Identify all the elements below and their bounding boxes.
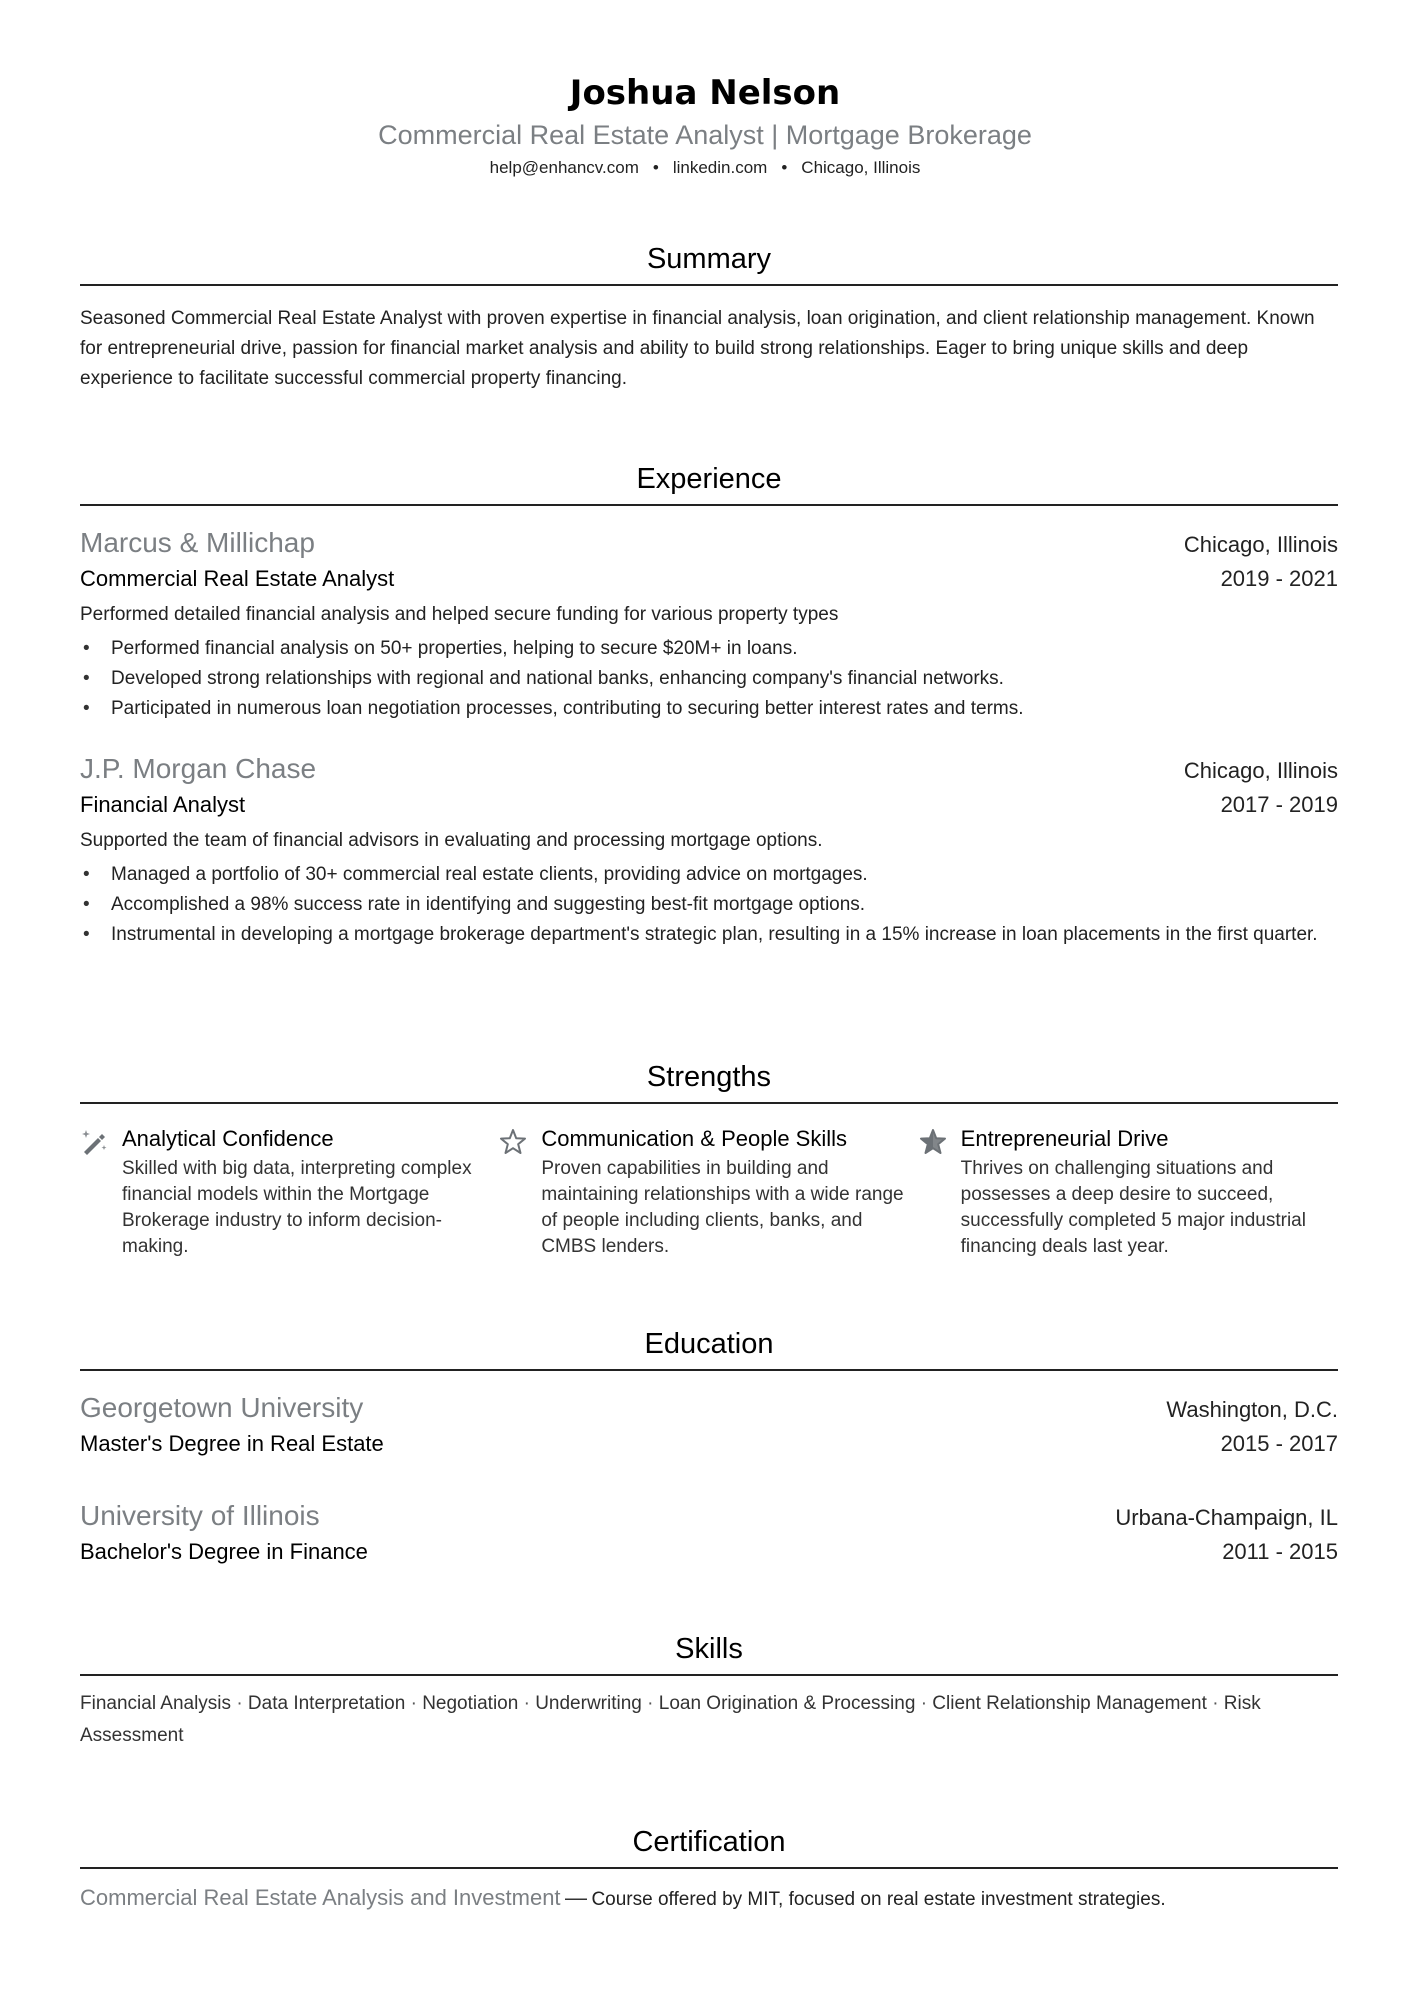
experience-dates: 2019 - 2021 — [1220, 566, 1338, 591]
education-location: Washington, D.C. — [1166, 1397, 1338, 1422]
experience-description: Performed detailed financial analysis and helped secure funding for various property types — [80, 604, 839, 625]
skill-separator: · — [647, 1693, 654, 1714]
experience-bullets — [80, 860, 1338, 950]
certification-name: Commercial Real Estate Analysis and Investment — [80, 1885, 561, 1910]
strength-description: Skilled with big data, interpreting complex financial models within the Mortgage Brokerage industry to inform decision-making. — [122, 1158, 472, 1257]
candidate-name: Joshua Nelson — [569, 73, 841, 113]
contact-separator: • — [781, 158, 788, 177]
experience-bullet: • Performed financial analysis on 50+ properties, helping to secure $20M+ in loans. — [80, 634, 1338, 664]
skill-item: Client Relationship Management — [932, 1693, 1207, 1714]
skill-item: Underwriting — [535, 1693, 642, 1714]
experience-description: Supported the team of financial advisors in evaluating and processing mortgage options. — [80, 830, 823, 851]
education-entry — [80, 1497, 1338, 1569]
experience-bullet: • Developed strong relationships with regional and national banks, enhancing company's financial networks. — [80, 664, 1338, 694]
skill-item: Risk Assessment — [80, 1693, 1261, 1746]
experience-bullets — [80, 634, 1338, 724]
education-school: University of Illinois — [80, 1500, 320, 1531]
experience-heading: Experience — [80, 460, 1338, 506]
skill-separator: · — [410, 1693, 417, 1714]
strength-title: Entrepreneurial Drive — [960, 1126, 1169, 1151]
strength-description: Proven capabilities in building and maintaining relationships with a wide range of people including clients, banks, and CMBS lenders. — [541, 1158, 904, 1257]
certification-entry — [80, 1885, 1338, 1911]
strength-item — [80, 1124, 499, 1260]
education-dates: 2011 - 2015 — [1222, 1539, 1338, 1564]
experience-section — [80, 460, 1338, 950]
skill-item: Financial Analysis — [80, 1693, 232, 1714]
skill-separator: · — [236, 1693, 243, 1714]
strength-title: Analytical Confidence — [122, 1126, 334, 1151]
summary-section — [80, 240, 1338, 394]
strengths-section — [80, 1058, 1338, 1260]
experience-entry — [80, 524, 1338, 724]
education-degree: Bachelor's Degree in Finance — [80, 1539, 368, 1564]
skills-list — [80, 1688, 1338, 1752]
contact-location: Chicago, Illinois — [801, 158, 921, 177]
experience-location: Chicago, Illinois — [1183, 532, 1338, 557]
experience-company: J.P. Morgan Chase — [80, 753, 317, 784]
contact-linkedin[interactable]: linkedin.com — [672, 158, 768, 177]
certification-section — [80, 1823, 1338, 1911]
experience-entry — [80, 750, 1338, 950]
star-half-icon — [919, 1124, 961, 1260]
experience-role: Financial Analyst — [80, 792, 246, 817]
strength-item — [919, 1124, 1338, 1260]
resume-header — [0, 0, 1410, 180]
education-heading: Education — [80, 1325, 1338, 1371]
skill-item: Loan Origination & Processing — [658, 1693, 916, 1714]
experience-bullet: • Instrumental in developing a mortgage brokerage department's strategic plan, resulting in a 15% increase in loan placements in the first quarter. — [80, 920, 1338, 950]
certification-dash: — — [565, 1885, 587, 1910]
experience-bullet: • Managed a portfolio of 30+ commercial real estate clients, providing advice on mortgages. — [80, 860, 1338, 890]
skill-separator: · — [920, 1693, 928, 1714]
strength-description: Thrives on challenging situations and possesses a deep desire to succeed, successfully completed 5 major industrial financing deals last year. — [960, 1158, 1306, 1257]
experience-bullet: • Participated in numerous loan negotiation processes, contributing to securing better interest rates and terms. — [80, 694, 1338, 724]
experience-dates: 2017 - 2019 — [1220, 792, 1338, 817]
summary-text: Seasoned Commercial Real Estate Analyst with proven expertise in financial analysis, loan origination, and client relationship management. Known for entrepreneurial drive, passion for financial market analysis and ability to build strong relationships. Eager to bring unique skills and deep experience to facilitate successful commercial property financing. — [80, 308, 1315, 389]
strength-title: Communication & People Skills — [541, 1126, 848, 1151]
magic-wand-icon — [80, 1124, 122, 1260]
experience-company: Marcus & Millichap — [80, 527, 315, 558]
star-outline-icon — [499, 1124, 541, 1260]
education-entry — [80, 1389, 1338, 1461]
strengths-heading: Strengths — [80, 1058, 1338, 1104]
strength-item — [499, 1124, 918, 1260]
contact-separator: • — [652, 158, 659, 177]
education-location: Urbana-Champaign, IL — [1115, 1505, 1338, 1530]
experience-bullet: • Accomplished a 98% success rate in identifying and suggesting best-fit mortgage options. — [80, 890, 1338, 920]
education-section — [80, 1325, 1338, 1569]
skill-item: Data Interpretation — [247, 1693, 406, 1714]
education-degree: Master's Degree in Real Estate — [80, 1431, 384, 1456]
skill-separator: · — [523, 1693, 530, 1714]
education-dates: 2015 - 2017 — [1220, 1431, 1338, 1456]
skill-item: Negotiation — [422, 1693, 519, 1714]
certification-description: Course offered by MIT, focused on real estate investment strategies. — [591, 1889, 1166, 1910]
certification-heading: Certification — [80, 1823, 1338, 1869]
education-school: Georgetown University — [80, 1392, 364, 1423]
skills-section — [80, 1630, 1338, 1752]
skills-heading: Skills — [80, 1630, 1338, 1676]
skill-separator: · — [1212, 1693, 1219, 1714]
candidate-headline: Commercial Real Estate Analyst | Mortgage Brokerage — [378, 120, 1032, 150]
experience-role: Commercial Real Estate Analyst — [80, 566, 395, 591]
summary-heading: Summary — [80, 240, 1338, 286]
contact-email[interactable]: help@enhancv.com — [489, 158, 639, 177]
contact-line — [0, 156, 1410, 180]
experience-location: Chicago, Illinois — [1183, 758, 1338, 783]
